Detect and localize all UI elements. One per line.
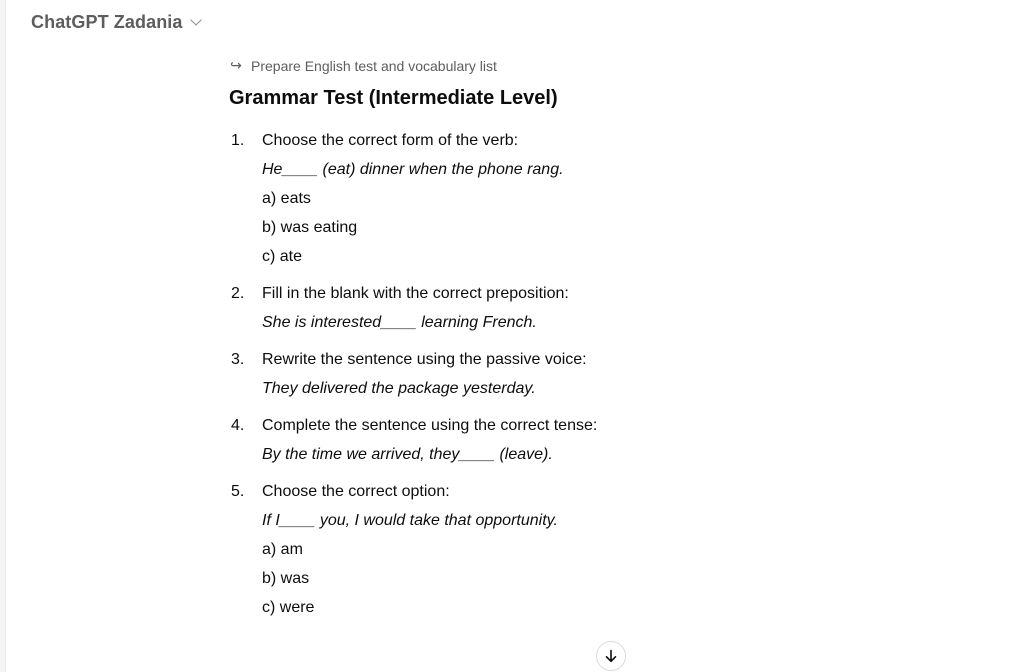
answer-option: b) was eating [262, 219, 358, 236]
question-sentence [262, 308, 597, 337]
question-prompt: Choose the correct form of the verb: [262, 132, 519, 149]
answer-option: a) am [262, 541, 303, 558]
sentence-end: you, I would take that opportunity. [315, 512, 558, 529]
sentence-end: learning French. [416, 314, 537, 331]
question-sentence [262, 506, 597, 535]
reply-reference[interactable] [229, 57, 497, 74]
answer-option: b) was [262, 570, 310, 587]
answer-option: a) eats [262, 190, 311, 207]
header-title: ChatGPT Zadania [31, 11, 183, 32]
model-selector[interactable] [31, 9, 200, 35]
question-number: 4. [231, 417, 245, 434]
scroll-to-bottom-button[interactable] [596, 641, 626, 671]
sentence-start: By the time we arrived, they [262, 446, 460, 463]
question-prompt: Complete the sentence using the correct tense: [262, 417, 598, 434]
question-1 [229, 126, 597, 271]
chevron-down-icon [190, 14, 201, 25]
question-4 [229, 411, 597, 469]
sentence-end: (eat) dinner when the phone rang. [318, 161, 564, 178]
question-number: 2. [231, 285, 245, 302]
sentence-start: She is interested [262, 314, 382, 331]
question-list [229, 126, 597, 630]
question-sentence: They delivered the package yesterday. [262, 380, 536, 397]
blank: ____ [459, 446, 496, 463]
reply-arrow-icon: ↪ [230, 57, 242, 73]
question-number: 1. [231, 132, 245, 149]
sidebar-edge [0, 0, 6, 672]
question-number: 5. [231, 483, 245, 500]
blank: ____ [279, 512, 316, 529]
question-prompt: Rewrite the sentence using the passive voice: [262, 351, 587, 368]
question-prompt: Fill in the blank with the correct preposition: [262, 285, 569, 302]
question-sentence [262, 440, 597, 469]
sentence-start: He [262, 161, 283, 178]
reply-reference-text: Prepare English test and vocabulary list [251, 57, 497, 74]
arrow-down-icon [604, 649, 618, 663]
sentence-start: If I [262, 512, 280, 529]
question-sentence [262, 155, 597, 184]
answer-option: c) ate [262, 248, 303, 265]
question-number: 3. [231, 351, 245, 368]
question-prompt: Choose the correct option: [262, 483, 450, 500]
question-3 [229, 345, 597, 403]
answer-option: c) were [262, 599, 315, 616]
question-5 [229, 477, 597, 622]
blank: ____ [381, 314, 417, 331]
question-2 [229, 279, 597, 337]
blank: ____ [282, 161, 319, 178]
sentence-end: (leave). [495, 446, 553, 463]
test-title: Grammar Test (Intermediate Level) [229, 87, 558, 109]
